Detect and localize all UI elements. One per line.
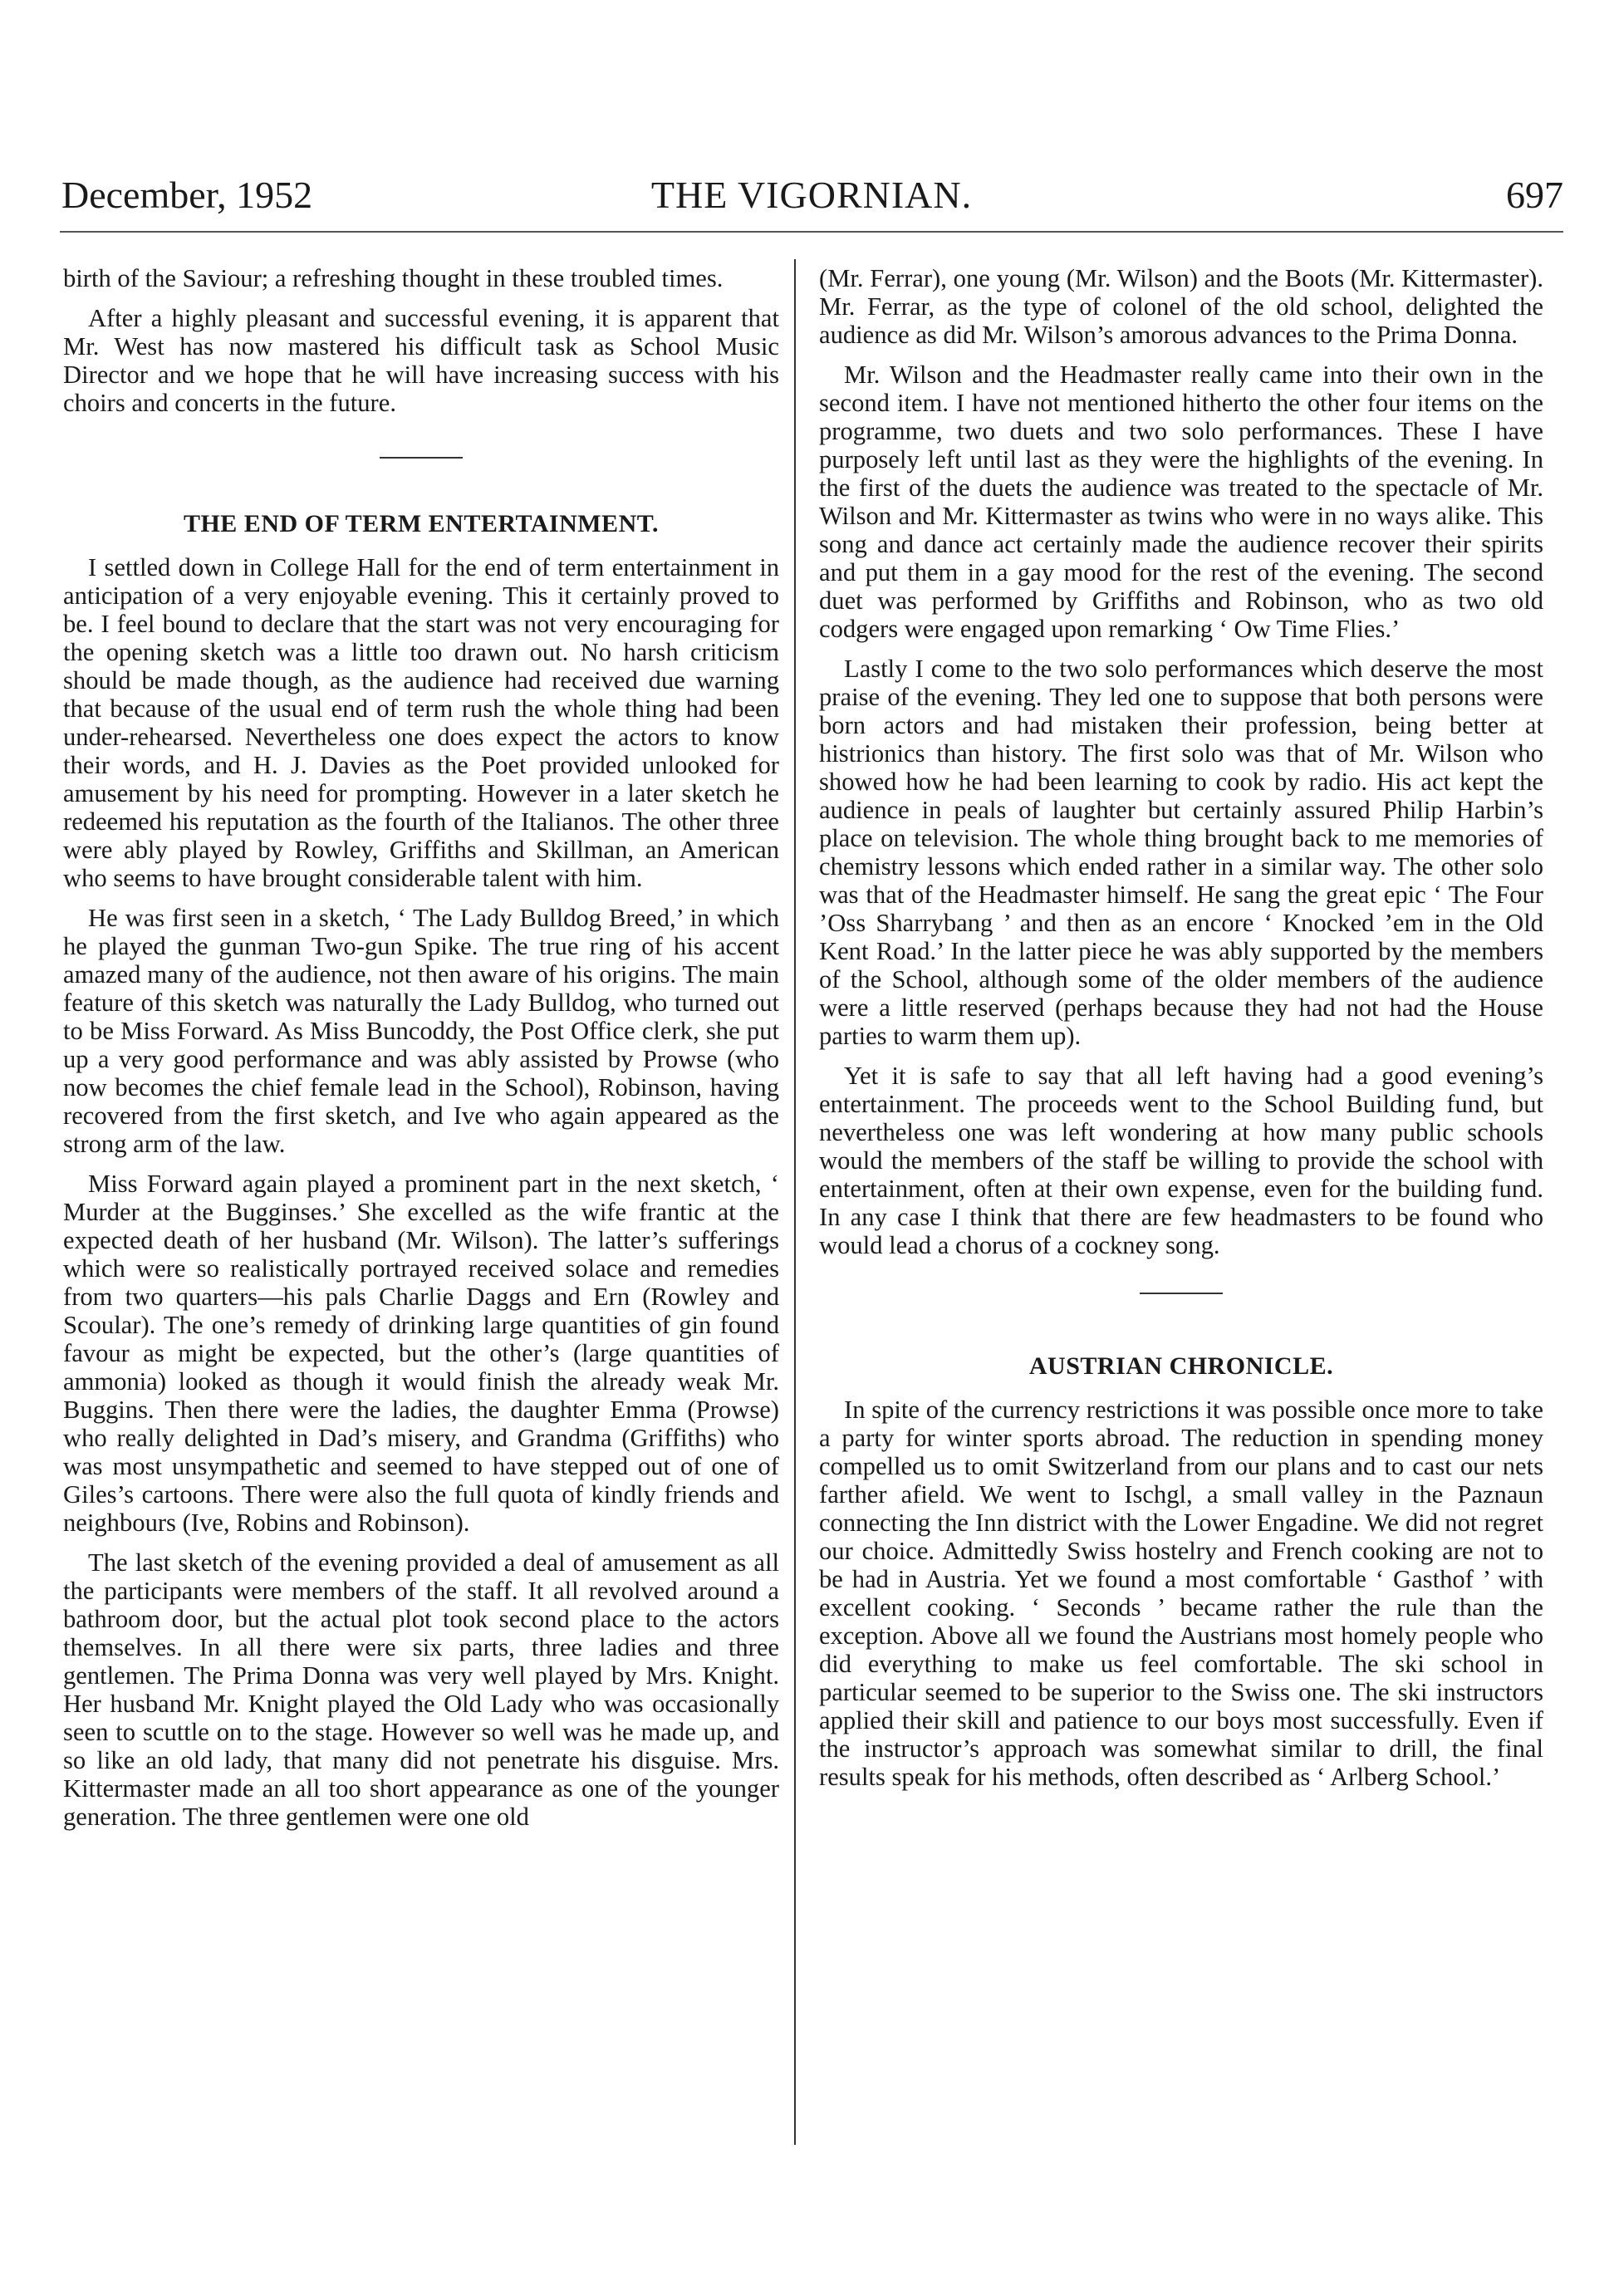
paragraph: Lastly I come to the two solo performances which deserve the most praise of the evening. They led one to suppose that both persons were born actors and had mistaken their profession, being better at histrionics than history. The first solo was that of Mr. Wilson who showed how he had been learning to cook by radio. His act kept the audience in peals of laughter but certainly assured Philip Harbin’s place on television. The whole thing brought back to me memories of chemistry lessons which ended rather in a similar way. The other solo was that of the Headmaster himself. He sang the great epic ‘ The Four ’Oss Sharrybang ’ and then as an encore ‘ Knocked ’em in the Old Kent Road.’ In the latter piece he was ably supported by the members of the School, although some of the older members of the audience were a little reserved (perhaps because they had not had the House parties to warm them up). xyxy=(819,655,1543,1050)
paragraph: Miss Forward again played a prominent part in the next sketch, ‘ Murder at the Bugginses.’ She excelled as the wife frantic at the expected death of her husband (Mr. Wilson). The latter’s sufferings which were so realistically portrayed received solace and remedies from two quarters—his pals Charlie Daggs and Ern (Rowley and Scoular). The one’s remedy of drinking large quantities of gin found favour as might be expected, but the other’s (large quantities of ammonia) looked as though it would finish the already weak Mr. Buggins. Then there were the ladies, the daughter Emma (Prowse) who really delighted in Dad’s misery, and Grandma (Griffiths) who was most unsympathetic and seemed to have stepped out of one of Giles’s cartoons. There were also the full quota of kindly friends and neighbours (Ive, Robins and Robinson). xyxy=(63,1170,779,1537)
paragraph: Yet it is safe to say that all left having had a good evening’s entertainment. The proceeds went to the School Building fund, but nevertheless one was left wondering at how many public schools would the members of the staff be willing to provide the school with entertainment, often at their own expense, even for the building fund. In any case I think that there are few headmasters to be found who would lead a chorus of a cockney song. xyxy=(819,1062,1543,1259)
publication-title: THE VIGORNIAN. xyxy=(650,174,973,216)
column-divider xyxy=(794,259,796,2145)
paragraph: (Mr. Ferrar), one young (Mr. Wilson) and the Boots (Mr. Kittermaster). Mr. Ferrar, as the type of colonel of the old school, delighted the audience as did Mr. Wilson’s amorous advances to the Prima Donna. xyxy=(819,264,1543,349)
section-heading: THE END OF TERM ENTERTAINMENT. xyxy=(183,510,660,537)
right-column xyxy=(819,264,1543,1803)
paragraph: The last sketch of the evening provided a deal of amusement as all the participants were members of the staff. It all revolved around a bathroom door, but the actual plot took second place to the actors themselves. In all there were six parts, three ladies and three gentlemen. The Prima Donna was very well played by Mrs. Knight. Her husband Mr. Knight played the Old Lady who was occasionally seen to scuttle on to the stage. However so well was he made up, and so like an old lady, that many did not penetrate his disguise. Mrs. Kittermaster made an all too short appearance as one of the younger generation. The three gentlemen were one old xyxy=(63,1548,779,1831)
page-header xyxy=(60,173,1563,233)
page-number: 697 xyxy=(1506,174,1563,216)
paragraph: I settled down in College Hall for the end of term entertainment in anticipation of a very enjoyable evening. This it certainly proved to be. I feel bound to declare that the start was not very encouraging for the opening sketch was a little too drawn out. No harsh criticism should be made though, as the audience had received due warning that because of the usual end of term rush the whole thing had been under-rehearsed. Nevertheless one does expect the actors to know their words, and H. J. Davies as the Poet provided unlooked for amusement by his need for prompting. However in a later sketch he redeemed his reputation as the fourth of the Italianos. The other three were ably played by Rowley, Griffiths and Skillman, an American who seems to have brought considerable talent with him. xyxy=(63,553,779,892)
section-separator xyxy=(380,457,463,459)
paragraph: In spite of the currency restrictions it was possible once more to take a party for winter sports abroad. The reduction in spending money compelled us to omit Switzerland from our plans and to cast our nets farther afield. We went to Ischgl, a small valley in the Paznaun connecting the Inn district with the Lower Engadine. We did not regret our choice. Admittedly Swiss hostelry and French cooking are not to be had in Austria. Yet we found a most comfortable ‘ Gasthof ’ with excellent cooking. ‘ Seconds ’ became rather the rule than the exception. Above all we found the Austrians most homely people who did everything to make us feel comfortable. The ski school in particular seemed to be superior to the Swiss one. The ski instructors applied their skill and patience to our boys most successfully. Even if the instructor’s approach was somewhat similar to drill, the final results speak for his methods, often described as ‘ Arlberg School.’ xyxy=(819,1396,1543,1791)
paragraph: After a highly pleasant and successful evening, it is apparent that Mr. West has now mastered his difficult task as School Music Director and we hope that he will have increasing success with his choirs and concerts in the future. xyxy=(63,304,779,417)
section-separator xyxy=(1140,1293,1223,1294)
paragraph: birth of the Saviour; a refreshing thought in these troubled times. xyxy=(63,264,724,292)
issue-date: December, 1952 xyxy=(61,174,313,216)
paragraph: Mr. Wilson and the Headmaster really came into their own in the second item. I have not mentioned hitherto the other four items on the programme, two duets and two solo performances. These I have purposely left until last as they were the highlights of the evening. In the first of the duets the audience was treated to the spectacle of Mr. Wilson and Mr. Kittermaster as twins who were in no ways alike. This song and dance act certainly made the audience recover their spirits and put them in a gay mood for the rest of the evening. The second duet was performed by Griffiths and Robinson, who as two old codgers were engaged upon remarking ‘ Ow Time Flies.’ xyxy=(819,361,1543,643)
paragraph: He was first seen in a sketch, ‘ The Lady Bulldog Breed,’ in which he played the gunman Two-gun Spike. The true ring of his accent amazed many of the audience, not then aware of his origins. The main feature of this sketch was naturally the Lady Bulldog, who turned out to be Miss Forward. As Miss Buncoddy, the Post Office clerk, she put up a very good performance and was ably assisted by Prowse (who now becomes the chief female lead in the School), Robinson, having recovered from the first sketch, and Ive who again appeared as the strong arm of the law. xyxy=(63,904,779,1158)
left-column xyxy=(63,264,779,1842)
section-heading: AUSTRIAN CHRONICLE. xyxy=(1028,1352,1334,1380)
